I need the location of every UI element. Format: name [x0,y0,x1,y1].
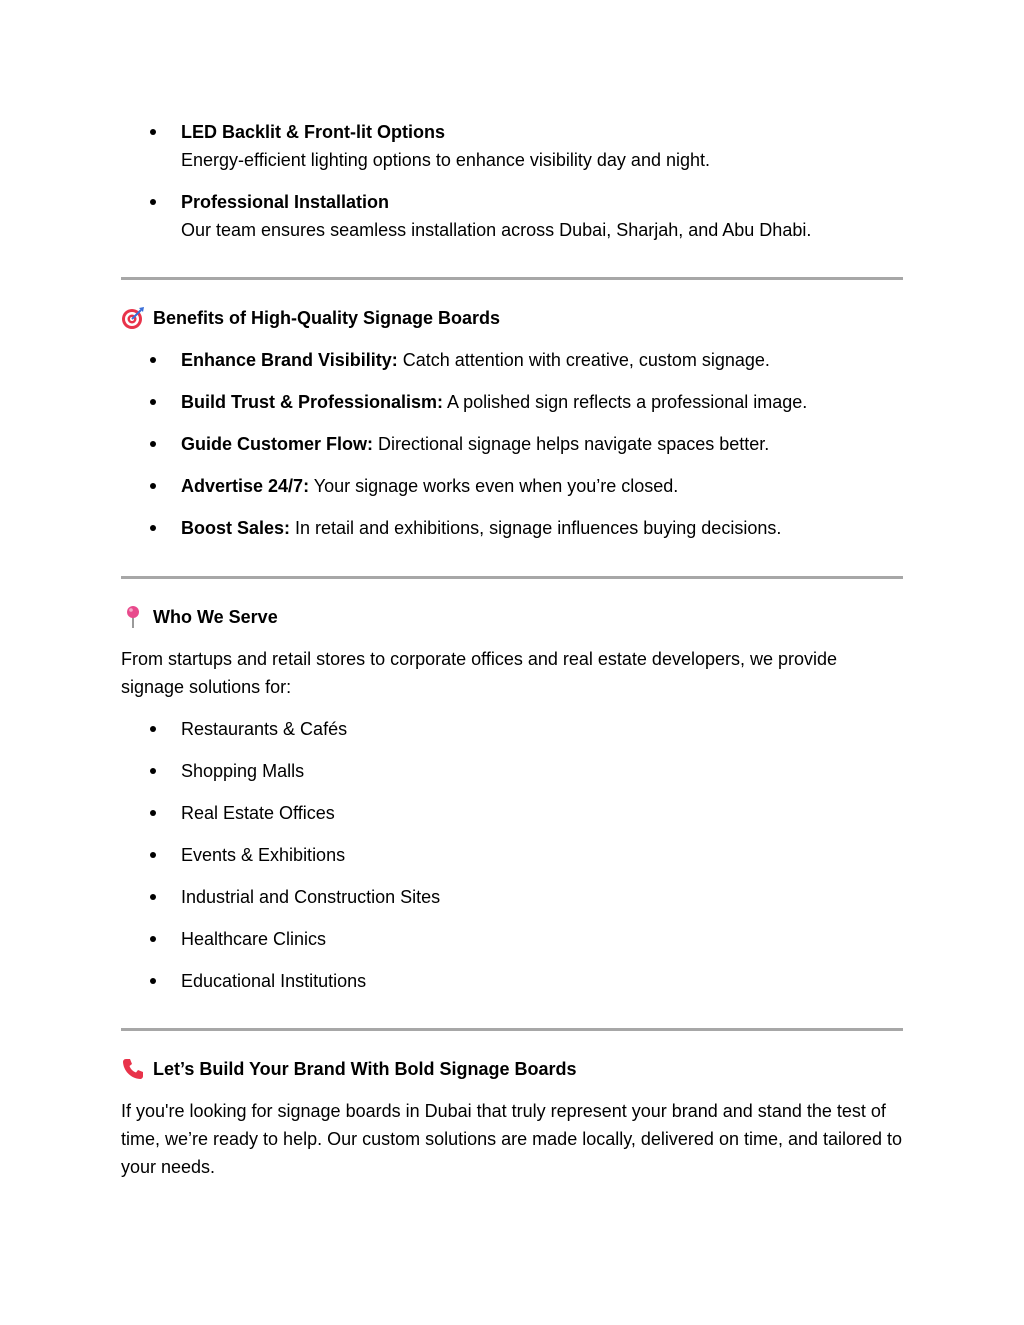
benefit-text: Catch attention with creative, custom signage. [397,350,770,370]
serve-item: Industrial and Construction Sites [181,887,441,907]
features-list [121,118,903,244]
document-content [121,118,903,1181]
list-item [121,799,903,827]
pushpin-icon [121,605,145,629]
list-item [121,841,903,869]
bullet [150,399,156,405]
list-item [121,967,903,995]
bullet [150,852,156,858]
bullet [150,357,156,363]
benefit-text: In retail and exhibitions, signage influences buying decisions. [290,518,782,538]
list-item [121,715,903,743]
bullet [150,978,156,984]
serve-item: Restaurants & Cafés [181,719,348,739]
list-item [121,514,903,542]
bullet [150,525,156,531]
section-divider [121,576,903,579]
list-item [121,925,903,953]
target-icon [121,306,145,330]
serve-item: Healthcare Clinics [181,929,327,949]
list-item [121,430,903,458]
benefit-text: Directional signage helps navigate spaces better. [373,434,770,454]
list-item [121,346,903,374]
bullet [150,894,156,900]
bullet [150,483,156,489]
benefit-text: Your signage works even when you’re closed. [309,476,679,496]
serve-item: Educational Institutions [181,971,367,991]
bullet [150,199,156,205]
benefit-label: Advertise 24/7: [181,476,310,496]
feature-title: Professional Installation [181,192,390,212]
benefits-heading [121,304,903,332]
bullet [150,129,156,135]
list-item [121,388,903,416]
serve-intro: From startups and retail stores to corporate offices and real estate developers, we provide signage solutions for: [121,649,838,697]
feature-title: LED Backlit & Front-lit Options [181,122,445,142]
cta-heading-text: Let’s Build Your Brand With Bold Signage Boards [153,1059,577,1079]
benefit-label: Guide Customer Flow: [181,434,374,454]
benefits-heading-text: Benefits of High-Quality Signage Boards [153,308,501,328]
benefits-list [121,346,903,542]
feature-description: Energy-efficient lighting options to enhance visibility day and night. [181,150,710,170]
benefit-label: Boost Sales: [181,518,291,538]
serve-item: Events & Exhibitions [181,845,346,865]
list-item [121,757,903,785]
section-divider [121,1028,903,1031]
feature-description: Our team ensures seamless installation across Dubai, Sharjah, and Abu Dhabi. [181,220,812,240]
bullet [150,726,156,732]
benefit-label: Enhance Brand Visibility: [181,350,398,370]
list-item [121,118,903,174]
serve-heading [121,603,903,631]
bullet [150,441,156,447]
benefit-text: A polished sign reflects a professional image. [443,392,808,412]
list-item [121,883,903,911]
serve-list [121,715,903,995]
bullet [150,936,156,942]
bullet [150,768,156,774]
serve-item: Shopping Malls [181,761,305,781]
benefit-label: Build Trust & Professionalism: [181,392,444,412]
cta-heading [121,1055,903,1083]
phone-icon [121,1057,145,1081]
list-item [121,188,903,244]
list-item [121,472,903,500]
serve-heading-text: Who We Serve [153,607,278,627]
cta-paragraph: If you're looking for signage boards in Dubai that truly represent your brand and stand the test of time, we’re ready to help. Our custom solutions are made locally, delivered on time, and tailored to your needs. [121,1101,903,1177]
bullet [150,810,156,816]
serve-item: Real Estate Offices [181,803,335,823]
section-divider [121,277,903,280]
